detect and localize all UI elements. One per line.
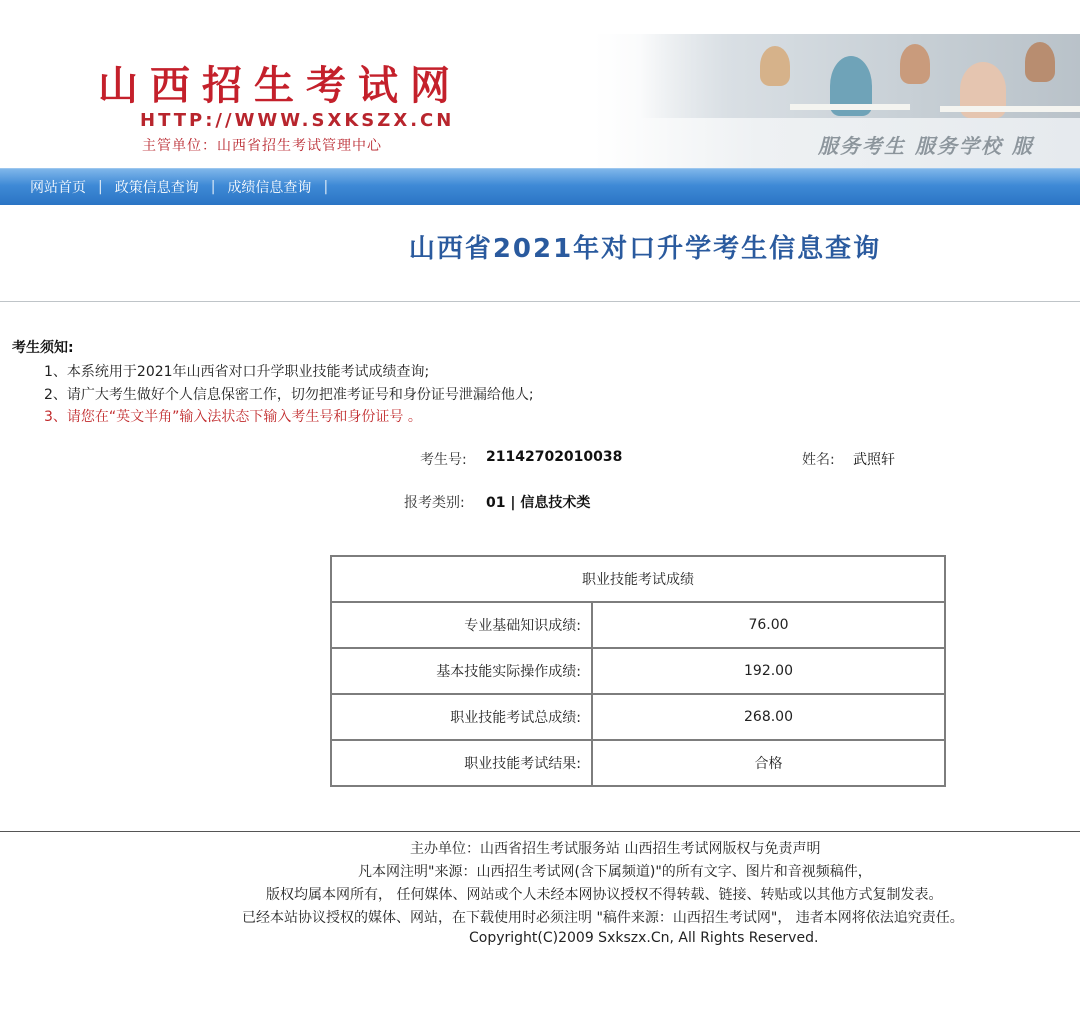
nav-separator: | [98, 179, 103, 195]
top-band [0, 0, 1080, 34]
score-label: 职业技能考试总成绩: [331, 694, 592, 740]
score-value: 合格 [592, 740, 945, 786]
category-value: 01 | 信息技术类 [486, 495, 591, 511]
notice-title: 考生须知: [12, 340, 74, 356]
table-row [331, 740, 945, 786]
nav-item-policy-query[interactable]: 政策信息查询 [114, 180, 199, 196]
footer-line-authorization: 已经本站协议授权的媒体、网站，在下载使用时必须注明 "稿件来源：山西招生考试网"， 违者本网将依法追究责任。 [242, 910, 964, 926]
student-name-value: 武照轩 [853, 452, 895, 468]
notice-item-1: 1、本系统用于2021年山西省对口升学职业技能考试成绩查询; [44, 364, 430, 380]
student-id-value: 21142702010038 [486, 449, 623, 465]
footer-divider [0, 831, 1080, 832]
site-banner [0, 34, 1080, 168]
score-label: 基本技能实际操作成绩: [331, 648, 592, 694]
page-title: 山西省2021年对口升学考生信息查询 [408, 234, 882, 264]
score-value: 192.00 [592, 648, 945, 694]
nav-item-score-query[interactable]: 成绩信息查询 [227, 180, 312, 196]
footer-line-source: 凡本网注明"来源：山西招生考试网(含下属频道)"的所有文字、图片和音视频稿件， [358, 864, 872, 880]
admin-unit: 主管单位：山西省招生考试管理中心 [142, 138, 382, 154]
site-url[interactable]: HTTP://WWW.SXKSZX.CN [140, 110, 455, 131]
banner-photo [640, 34, 1080, 118]
notice-item-2: 2、请广大考生做好个人信息保密工作，切勿把准考证号和身份证号泄漏给他人; [44, 387, 534, 403]
banner-slogan: 服务考生 服务学校 服 [818, 134, 1034, 158]
nav-item-home[interactable]: 网站首页 [30, 180, 86, 196]
score-value: 268.00 [592, 694, 945, 740]
score-label: 职业技能考试结果: [331, 740, 592, 786]
divider [0, 301, 1080, 302]
table-row [331, 602, 945, 648]
footer-line-copyright-notice: 版权均属本网所有， 任何媒体、网站或个人未经本网协议授权不得转载、链接、转贴或以其他方式复制发表。 [266, 887, 943, 903]
student-id-label: 考生号: [420, 452, 467, 468]
score-table [330, 555, 946, 787]
footer-line-organizer: 主办单位：山西省招生考试服务站 山西招生考试网版权与免责声明 [410, 841, 821, 857]
table-row [331, 694, 945, 740]
category-label: 报考类别: [404, 495, 465, 511]
nav-separator: | [323, 179, 329, 195]
site-title: 山西招生考试网 [98, 62, 462, 109]
notice-item-3: 3、请您在“英文半角”输入法状态下输入考生号和身份证号 。 [44, 409, 422, 425]
nav-separator: | [210, 179, 216, 195]
score-label: 专业基础知识成绩: [331, 602, 592, 648]
table-row [331, 648, 945, 694]
score-table-header: 职业技能考试成绩 [331, 556, 945, 602]
student-name-label: 姓名: [802, 452, 835, 468]
main-nav [0, 168, 1080, 205]
footer-copyright: Copyright(C)2009 Sxkszx.Cn, All Rights Reserved. [469, 930, 819, 946]
score-value: 76.00 [592, 602, 945, 648]
score-table-header-row [331, 556, 945, 602]
